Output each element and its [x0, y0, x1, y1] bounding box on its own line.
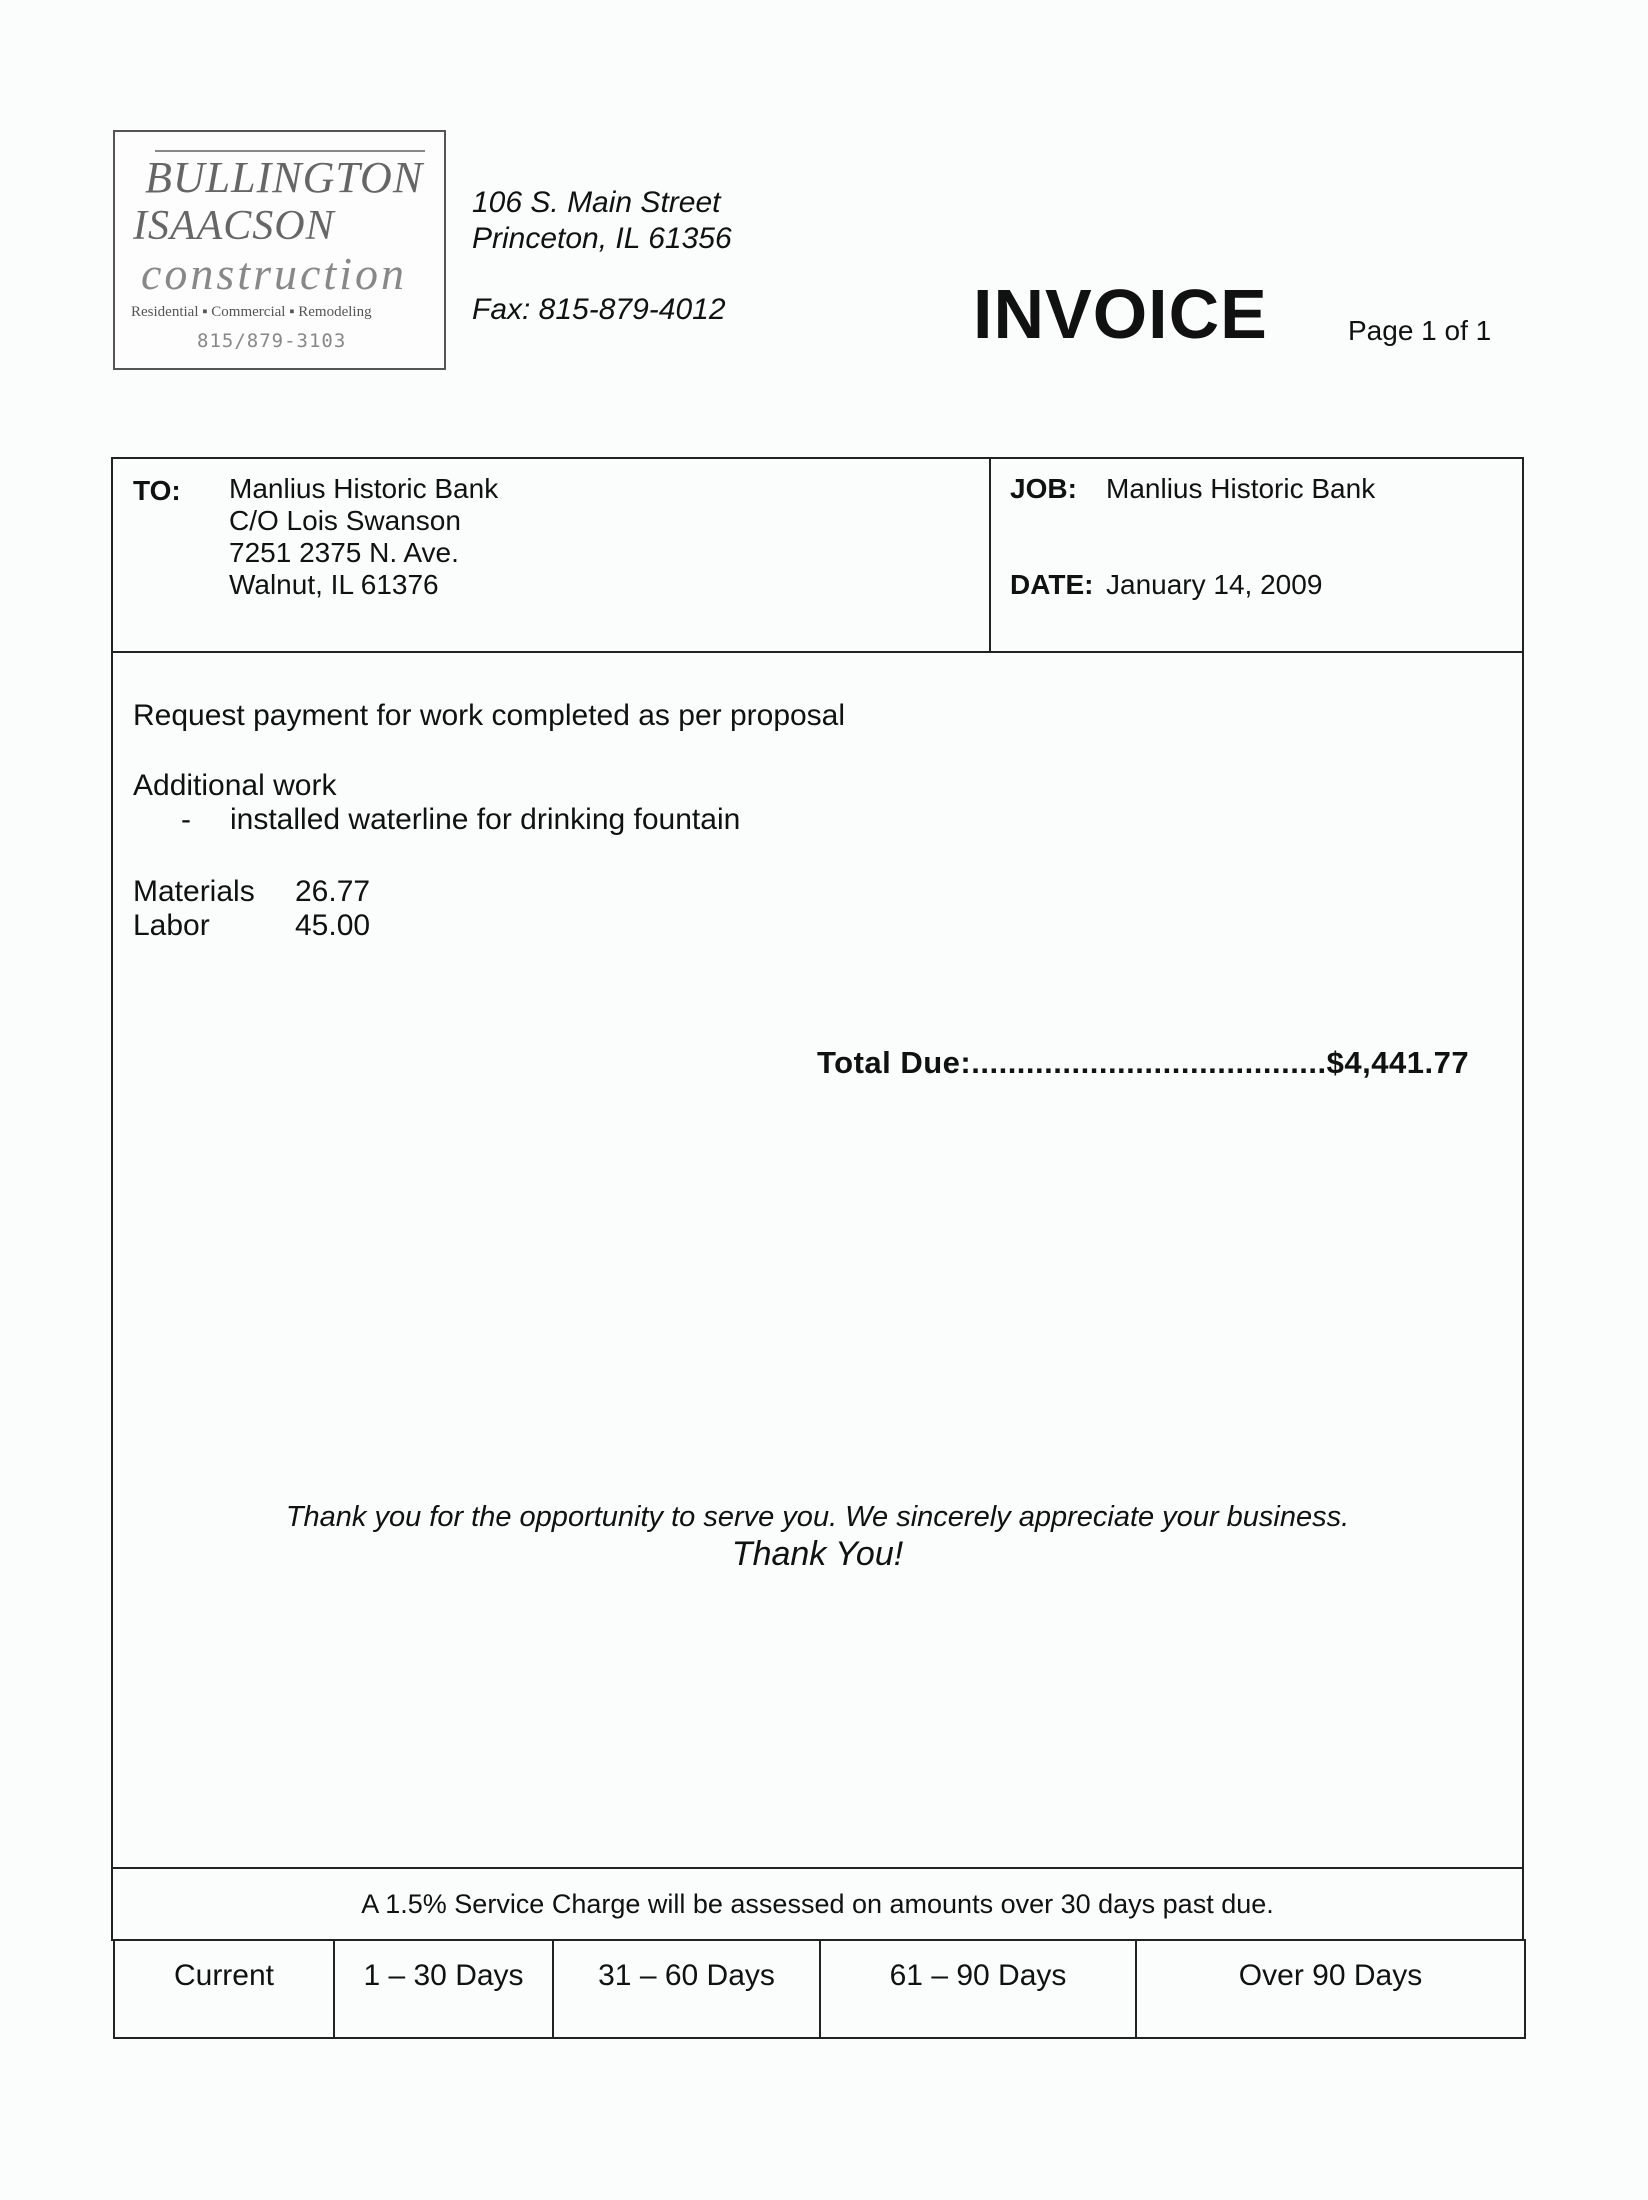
date-value: January 14, 2009 [1106, 569, 1323, 600]
company-street: 106 S. Main Street [472, 186, 721, 219]
to-line-3: 7251 2375 N. Ave. [229, 537, 459, 568]
thank-you-message: Thank you for the opportunity to serve you. We sincerely appreciate your business. [285, 1501, 1350, 1533]
payment-request: Request payment for work completed as per proposal [133, 699, 846, 732]
invoice-body-box [111, 651, 1524, 1869]
page-number: Page 1 of 1 [1348, 315, 1492, 346]
aging-61-90: 61 – 90 Days [821, 1941, 1137, 2037]
materials-amount: 26.77 [295, 875, 371, 908]
job-label: JOB: [1010, 473, 1077, 504]
labor-label: Labor [133, 909, 210, 942]
total-due: Total Due:.......................................$4,441.77 [817, 1045, 1470, 1080]
logo-tagline: construction [141, 248, 407, 299]
service-charge-box [111, 1867, 1524, 1941]
logo-phone: 815/879-3103 [197, 330, 347, 352]
company-logo [113, 130, 446, 370]
invoice-header-box [111, 457, 1524, 653]
to-line-2: C/O Lois Swanson [229, 505, 461, 536]
materials-label: Materials [133, 875, 255, 908]
additional-work-heading: Additional work [133, 769, 337, 802]
invoice-title: INVOICE [973, 275, 1268, 353]
job-value: Manlius Historic Bank [1106, 473, 1376, 504]
header-divider [989, 459, 991, 651]
work-item-dash: - [181, 803, 191, 836]
company-fax: Fax: 815-879-4012 [472, 293, 726, 326]
logo-name-line1: BULLINGTON [145, 153, 424, 202]
date-label: DATE: [1010, 569, 1094, 600]
aging-over-90: Over 90 Days [1238, 1959, 1423, 1992]
to-line-4: Walnut, IL 61376 [229, 569, 439, 600]
aging-1-30: 1 – 30 Days [335, 1941, 554, 2037]
thank-you-closing: Thank You! [731, 1535, 904, 1573]
aging-table [113, 1939, 1526, 2039]
to-line-1: Manlius Historic Bank [229, 473, 499, 504]
to-label: TO: [133, 475, 181, 506]
aging-31-60: 31 – 60 Days [554, 1941, 821, 2037]
logo-name-line2: ISAACSON [133, 203, 335, 249]
service-charge-note: A 1.5% Service Charge will be assessed on amounts over 30 days past due. [361, 1889, 1274, 1919]
work-item: installed waterline for drinking fountain [230, 803, 741, 836]
company-city: Princeton, IL 61356 [472, 222, 732, 255]
logo-services: Residential ▪ Commercial ▪ Remodeling [131, 304, 372, 320]
aging-current: Current [115, 1941, 335, 2037]
labor-amount: 45.00 [295, 909, 371, 942]
